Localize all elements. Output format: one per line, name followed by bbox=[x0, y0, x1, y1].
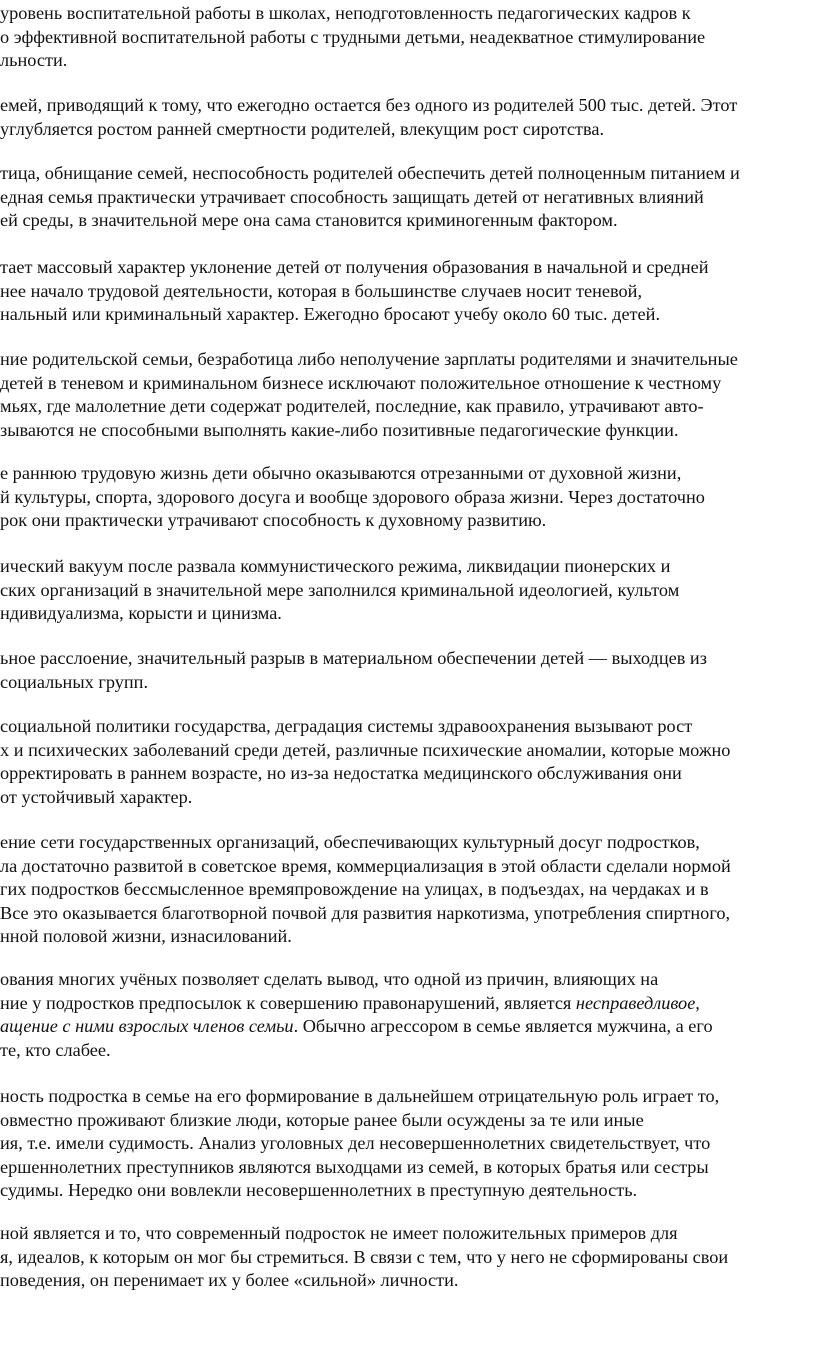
text-segment: ние у подростков предпосылок к совершению правонарушений, является bbox=[0, 992, 576, 1013]
paragraph-8 bbox=[0, 647, 816, 694]
text-segment: тает массовый характер уклонение детей от получения образования в начальной и средней bbox=[0, 257, 709, 277]
text-segment: емей, приводящий к тому, что ежегодно остается без одного из родителей 500 тыс. детей. Этот bbox=[0, 95, 738, 115]
paragraph-9 bbox=[0, 715, 816, 809]
text-line bbox=[0, 831, 816, 855]
text-segment: судимы. Нередко они вовлекли несовершеннолетних в преступную деятельность. bbox=[0, 1180, 638, 1200]
text-segment: гих подростков бессмысленное времяпровождение на улицах, в подъездах, на чердаках и в bbox=[0, 879, 709, 899]
paragraph-5 bbox=[0, 348, 816, 442]
text-segment: о эффективной воспитательной работы с трудными детьми, неадекватное стимулирование bbox=[0, 26, 706, 47]
italic-text-segment: ащение с ними взрослых членов семьи bbox=[0, 1016, 294, 1036]
text-segment: ла достаточно развитой в советское время, коммерциализация в этой области сделали нормой bbox=[0, 855, 731, 876]
text-segment: углубляется ростом ранней смертности родителей, влекущим рост сиротства. bbox=[0, 118, 605, 139]
text-segment: ских организаций в значительной мере заполнился криминальной идеологией, культом bbox=[0, 579, 680, 600]
text-line bbox=[0, 1222, 816, 1246]
text-line bbox=[0, 1179, 816, 1203]
text-segment: социальных групп. bbox=[0, 671, 149, 692]
text-segment: нальный или криминальный характер. Ежегодно бросают учебу около 60 тыс. детей. bbox=[0, 304, 661, 324]
text-line bbox=[0, 486, 816, 510]
paragraph-1 bbox=[0, 2, 816, 73]
text-segment: Все это оказывается благотворной почвой для развития наркотизма, употребления спиртного, bbox=[0, 902, 731, 923]
paragraph-6 bbox=[0, 462, 816, 533]
text-segment: поведения, он перенимает их у более «сильной» личности. bbox=[0, 1270, 459, 1290]
text-line bbox=[0, 878, 816, 902]
text-segment: мьях, где малолетние дети содержат родителей, последние, как правило, утрачивают авто- bbox=[0, 396, 704, 416]
text-segment: овместно проживают близкие люди, которые ранее были осуждены за те или иные bbox=[0, 1109, 644, 1130]
text-line bbox=[0, 992, 816, 1016]
text-line bbox=[0, 1085, 816, 1109]
text-segment: ия, т.е. имели судимость. Анализ уголовных дел несовершеннолетних свидетельствует, что bbox=[0, 1133, 711, 1153]
text-segment: е раннюю трудовую жизнь дети обычно оказываются отрезанными от духовной жизни, bbox=[0, 463, 682, 483]
text-segment: ей среды, в значительной мере она сама становится криминогенным фактором. bbox=[0, 210, 618, 230]
text-segment: ность подростка в семье на его формирование в дальнейшем отрицательную роль играет то, bbox=[0, 1086, 720, 1106]
text-segment: тица, обнищание семей, неспособность родителей обеспечить детей полноценным питанием и bbox=[0, 163, 740, 183]
text-line bbox=[0, 855, 816, 879]
paragraph-7 bbox=[0, 555, 816, 626]
text-segment: ение сети государственных организаций, обеспечивающих культурный досуг подростков, bbox=[0, 832, 700, 852]
paragraph-13 bbox=[0, 1222, 816, 1293]
text-line bbox=[0, 280, 816, 304]
text-segment: х и психических заболеваний среди детей, различные психические аномалии, которые можно bbox=[0, 739, 731, 760]
text-line bbox=[0, 118, 816, 142]
text-segment: нее начало трудовой деятельности, которая в большинстве случаев носит теневой, bbox=[0, 280, 643, 301]
text-line bbox=[0, 762, 816, 786]
text-segment: ндивидуализма, корысти и цинизма. bbox=[0, 603, 282, 623]
text-line bbox=[0, 186, 816, 210]
text-segment: нной половой жизни, изнасилований. bbox=[0, 926, 292, 946]
text-segment: те, кто слабее. bbox=[0, 1039, 111, 1060]
text-line bbox=[0, 968, 816, 992]
text-segment: ования многих учёных позволяет сделать вывод, что одной из причин, влияющих на bbox=[0, 969, 659, 989]
text-segment: ьное расслоение, значительный разрыв в материальном обеспечении детей — выходцев из bbox=[0, 648, 707, 668]
text-line bbox=[0, 1269, 816, 1293]
text-segment: ершеннолетних преступников являются выходцами из семей, в которых братья или сестры bbox=[0, 1156, 709, 1177]
text-line bbox=[0, 209, 816, 233]
text-line bbox=[0, 1156, 816, 1180]
text-line bbox=[0, 1015, 816, 1039]
text-segment: уровень воспитательной работы в школах, неподготовленность педагогических кадров к bbox=[0, 3, 691, 23]
text-line bbox=[0, 1109, 816, 1133]
text-line bbox=[0, 49, 816, 73]
text-line bbox=[0, 786, 816, 810]
text-line bbox=[0, 2, 816, 26]
text-line bbox=[0, 26, 816, 50]
text-segment: я, идеалов, к которым он мог бы стремиться. В связи с тем, что у него не сформированы свои bbox=[0, 1246, 729, 1267]
text-line bbox=[0, 1246, 816, 1270]
text-line bbox=[0, 462, 816, 486]
text-line bbox=[0, 647, 816, 671]
text-line bbox=[0, 602, 816, 626]
italic-text-segment: несправедливое, bbox=[575, 992, 700, 1013]
text-segment: детей в теневом и криминальном бизнесе исключают положительное отношение к честному bbox=[0, 372, 722, 393]
text-line bbox=[0, 348, 816, 372]
paragraph-3 bbox=[0, 162, 816, 233]
text-line bbox=[0, 671, 816, 695]
text-segment: от устойчивый характер. bbox=[0, 786, 193, 807]
text-segment: ной является и то, что современный подросток не имеет положительных примеров для bbox=[0, 1223, 678, 1243]
text-segment: ический вакуум после развала коммунистического режима, ликвидации пионерских и bbox=[0, 556, 671, 576]
paragraph-2 bbox=[0, 94, 816, 141]
text-line bbox=[0, 1132, 816, 1156]
text-line bbox=[0, 94, 816, 118]
paragraph-10 bbox=[0, 831, 816, 949]
text-segment: ние родительской семьи, безработица либо неполучение зарплаты родителями и значительные bbox=[0, 349, 738, 369]
text-line bbox=[0, 419, 816, 443]
text-line bbox=[0, 256, 816, 280]
text-line bbox=[0, 395, 816, 419]
paragraph-11 bbox=[0, 968, 816, 1062]
text-segment: орректировать в раннем возрасте, но из-за недостатка медицинского обслуживания они bbox=[0, 763, 682, 783]
text-segment: социальной политики государства, деградация системы здравоохранения вызывают рост bbox=[0, 716, 693, 736]
text-segment: . Обычно агрессором в семье является мужчина, а его bbox=[293, 1016, 713, 1036]
text-segment: едная семья практически утрачивает способность защищать детей от негативных влияний bbox=[0, 186, 704, 207]
text-line bbox=[0, 739, 816, 763]
text-line bbox=[0, 925, 816, 949]
text-line bbox=[0, 902, 816, 926]
text-segment: й культуры, спорта, здорового досуга и вообще здорового образа жизни. Через достаточно bbox=[0, 486, 705, 507]
text-line bbox=[0, 162, 816, 186]
text-line bbox=[0, 579, 816, 603]
text-line bbox=[0, 509, 816, 533]
text-line bbox=[0, 303, 816, 327]
text-segment: рок они практически утрачивают способность к духовному развитию. bbox=[0, 510, 547, 530]
text-segment: зываются не способными выполнять какие-либо позитивные педагогические функции. bbox=[0, 419, 679, 440]
text-line bbox=[0, 372, 816, 396]
text-line bbox=[0, 715, 816, 739]
text-segment: льности. bbox=[0, 50, 68, 70]
paragraph-12 bbox=[0, 1085, 816, 1203]
text-line bbox=[0, 1039, 816, 1063]
text-line bbox=[0, 555, 816, 579]
paragraph-4 bbox=[0, 256, 816, 327]
